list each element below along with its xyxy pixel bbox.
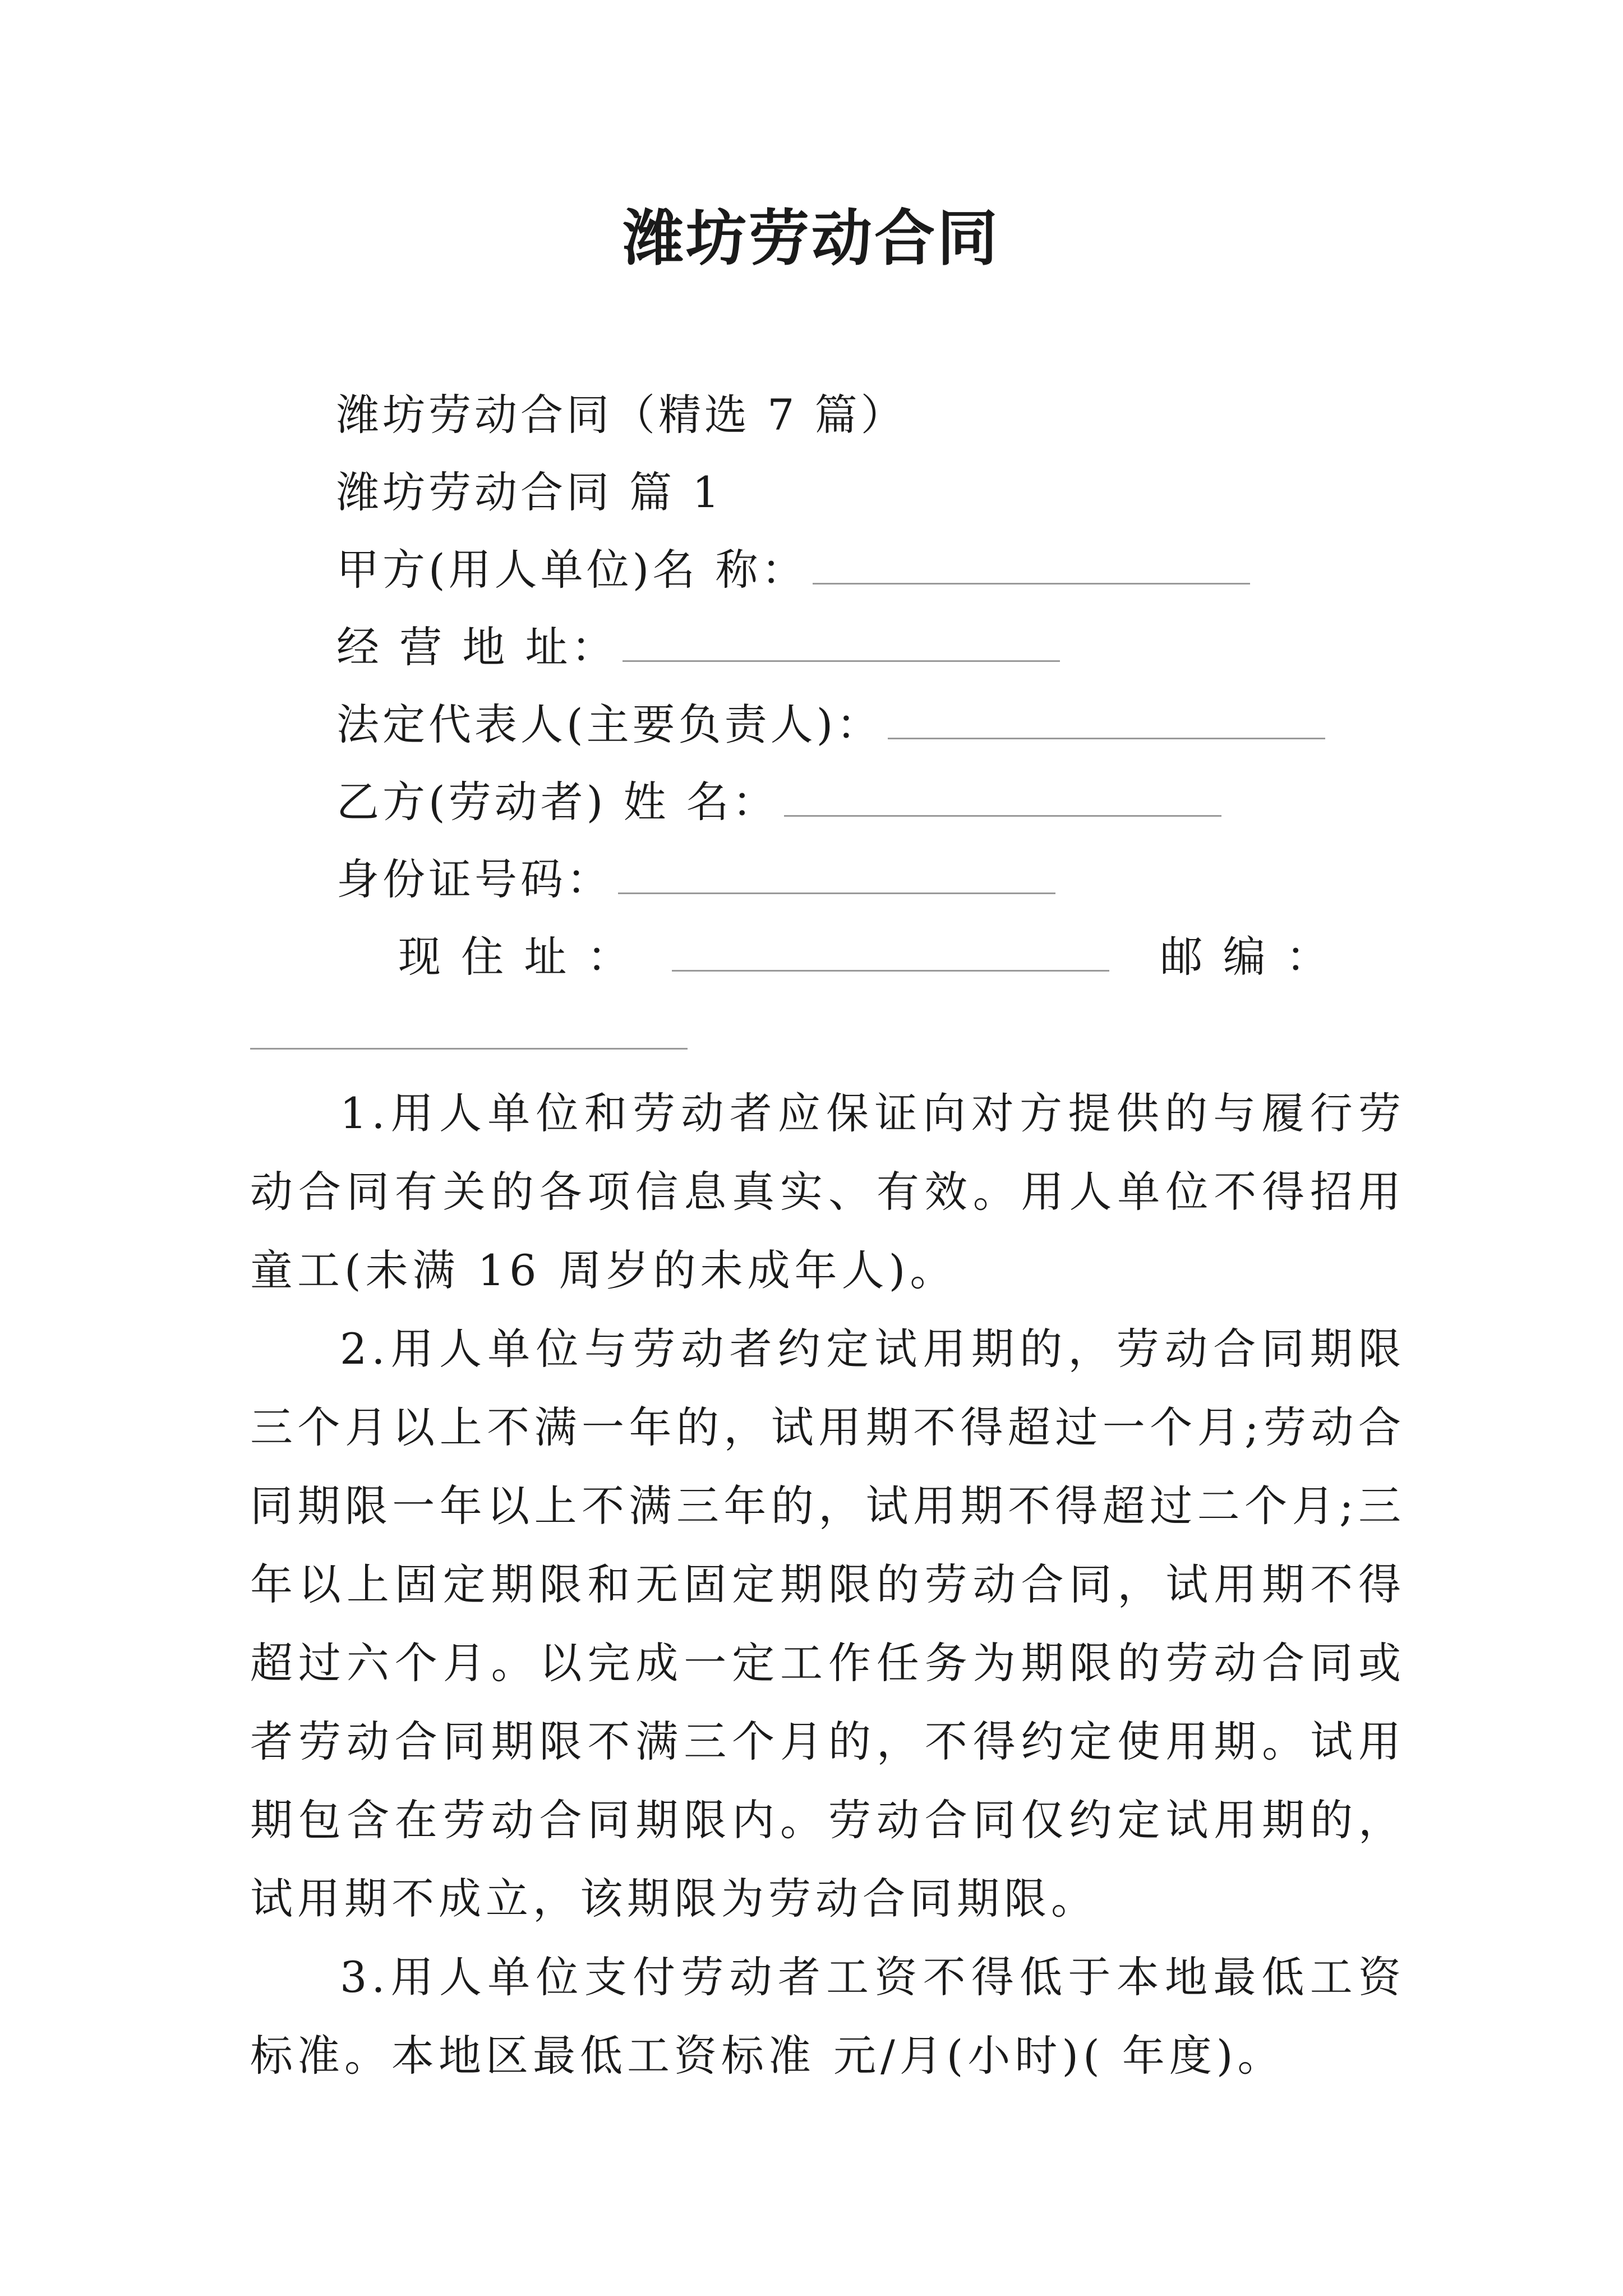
- address-label: 经 营 地 址：: [336, 622, 617, 672]
- current-address-line: [398, 929, 1332, 985]
- subtitle-line: [336, 387, 907, 443]
- paragraph-3: 3.用人单位支付劳动者工资不得低于本地最低工资标准。本地区最低工资标准 元/月(小时)( 年度)。: [250, 1952, 1405, 2081]
- section-heading-text: 潍坊劳动合同 篇 1: [336, 467, 723, 517]
- id-number-label: 身份证号码：: [336, 854, 612, 904]
- party-a-name-blank[interactable]: [813, 544, 1250, 585]
- legal-rep-line: [336, 697, 1325, 753]
- party-b-name-blank[interactable]: [784, 776, 1221, 817]
- postcode-blank[interactable]: [250, 1048, 688, 1050]
- address-blank[interactable]: [623, 621, 1060, 662]
- party-a-name-label: 甲方(用人单位)名 称：: [336, 545, 808, 595]
- id-number-blank[interactable]: [618, 853, 1055, 894]
- section-heading: [336, 464, 723, 521]
- party-b-name-label: 乙方(劳动者) 姓 名：: [336, 777, 778, 827]
- document-title: 潍坊劳动合同: [623, 203, 1000, 274]
- legal-rep-label: 法定代表人(主要负责人)：: [336, 700, 883, 749]
- id-number-line: [336, 852, 1055, 908]
- party-a-name-line: [336, 542, 1250, 598]
- address-line: [336, 619, 1060, 675]
- party-b-name-line: [336, 774, 1221, 830]
- current-address-blank[interactable]: [672, 931, 1109, 972]
- current-address-label: 现 住 址 ：: [398, 932, 633, 982]
- subtitle-text: 潍坊劳动合同（精选 7 篇）: [336, 390, 907, 440]
- postcode-label: 邮 编 ：: [1160, 932, 1332, 982]
- paragraph-2: 2.用人单位与劳动者约定试用期的，劳动合同期限三个月以上不满一年的，试用期不得超过一个月;劳动合同期限一年以上不满三年的，试用期不得超过二个月;三年以上固定期限和无固定期限的劳动合同，试用期不得超过六个月。以完成一定工作任务为期限的劳动合同或者劳动合同期限不满三个月的，不得约定使用期。试用期包含在劳动合同期限内。劳动合同仅约定试用期的，试用期不成立，该期限为劳动合同期限。: [250, 1324, 1405, 1924]
- paragraph-1: 1.用人单位和劳动者应保证向对方提供的与履行劳动合同有关的各项信息真实、有效。用人单位不得招用童工(未满 16 周岁的未成年人)。: [250, 1088, 1405, 1295]
- legal-rep-blank[interactable]: [888, 698, 1325, 739]
